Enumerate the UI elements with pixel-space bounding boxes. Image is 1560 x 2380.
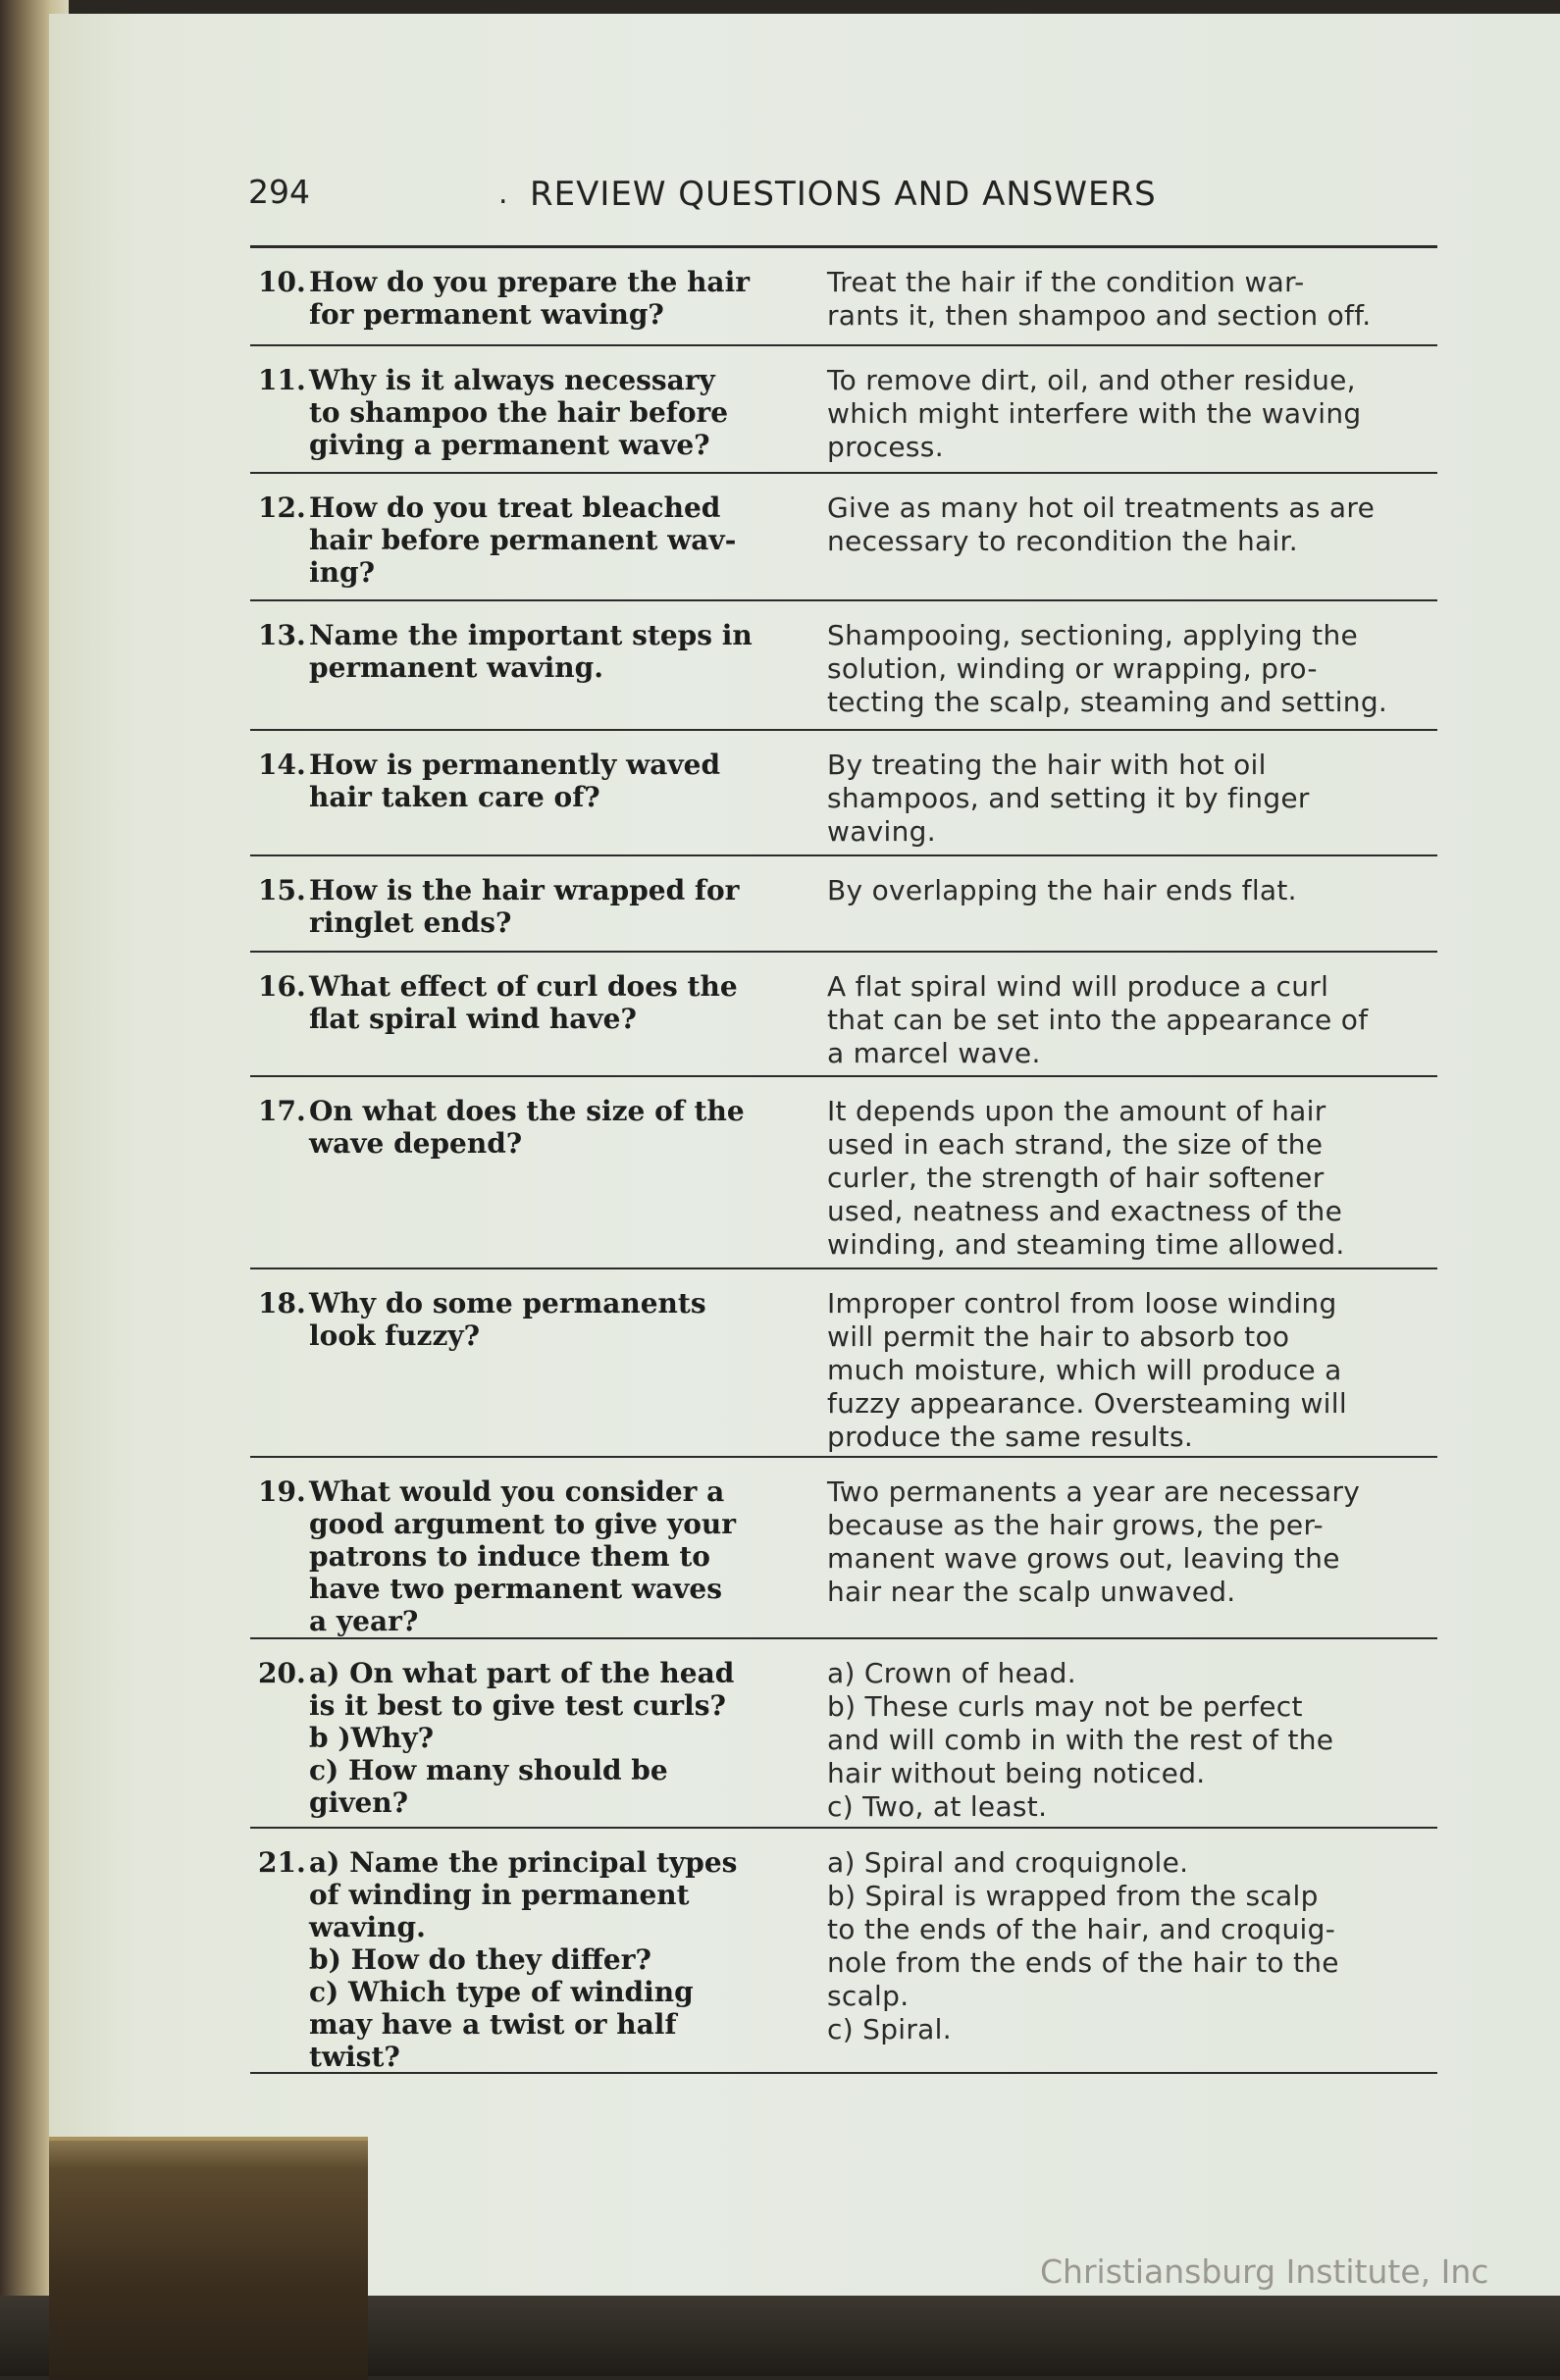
answer-line: By treating the hair with hot oil [827,749,1267,781]
answer-line: A flat spiral wind will produce a curl [827,970,1329,1003]
answer [809,1095,1437,1268]
answer-line: nole from the ends of the hair to the [827,1946,1339,1979]
answer [809,1287,1437,1456]
qa-row [250,346,1437,474]
answer-line: produce the same results. [827,1421,1194,1453]
question-line: What would you consider a [309,1475,725,1508]
answer-line: By overlapping the hair ends flat. [827,874,1297,906]
qa-row [250,856,1437,953]
question-text [309,266,809,344]
question-line: Why is it always necessary [309,364,715,396]
answer-line: rants it, then shampoo and section off. [827,299,1372,332]
question [250,1846,809,2072]
question-line: c) Which type of winding [309,1976,694,2008]
question-text [309,364,809,472]
qa-row [250,1639,1437,1829]
question-text [309,874,809,951]
answer [809,364,1437,472]
answer-line: Give as many hot oil treatments as are [827,492,1376,524]
question-line: look fuzzy? [309,1319,481,1352]
qa-row [250,1269,1437,1458]
qa-row [250,1077,1437,1269]
question-line: for permanent waving? [309,298,664,331]
qa-row [250,248,1437,346]
question-line: b) How do they differ? [309,1943,651,1976]
question-line: Why do some permanents [309,1287,706,1319]
answer-line: scalp. [827,1980,910,2012]
question-line: a) Name the principal types [309,1846,738,1879]
answer-line: c) Spiral. [827,2013,952,2045]
page-header [0,173,1560,222]
question-line: Name the important steps in [309,619,753,651]
question-line: wave depend? [309,1127,523,1160]
question [250,970,809,1075]
question-line: ing? [309,556,375,589]
answer-line: a marcel wave. [827,1037,1041,1069]
question-line: a year? [309,1605,419,1637]
qa-table [250,245,1437,2074]
question [250,1095,809,1268]
answer-line: process. [827,431,944,463]
running-head: REVIEW QUESTIONS AND ANSWERS [530,175,1157,214]
question-line: twist? [309,2041,400,2073]
question-text [309,970,809,1075]
question [250,1657,809,1827]
question-line: patrons to induce them to [309,1540,710,1573]
question-number: 12. [258,492,306,524]
question-number: 11. [258,364,306,396]
answer [809,749,1437,854]
question-line: have two permanent waves [309,1573,723,1605]
question-text [309,749,809,854]
question [250,619,809,729]
answer-line: used in each strand, the size of the [827,1128,1324,1161]
question-line: ringlet ends? [309,906,512,939]
qa-row [250,1458,1437,1639]
question-line: of winding in permanent [309,1879,690,1911]
answer-line: hair near the scalp unwaved. [827,1576,1236,1608]
answer-line: b) Spiral is wrapped from the scalp [827,1880,1319,1912]
question [250,749,809,854]
answer [809,874,1437,951]
question-line: hair before permanent wav- [309,524,737,556]
answer-line: much moisture, which will produce a [827,1354,1342,1386]
question-text [309,1657,809,1827]
answer [809,970,1437,1075]
question-text [309,1475,809,1637]
qa-row [250,1829,1437,2074]
question-line: c) How many should be [309,1754,668,1786]
question-line: to shampoo the hair before [309,396,729,429]
question-text [309,1846,809,2072]
answer-line: Improper control from loose winding [827,1287,1337,1319]
answer-line: that can be set into the appearance of [827,1004,1369,1036]
answer [809,1846,1437,2072]
qa-row [250,953,1437,1077]
question-number: 10. [258,266,306,298]
answer-line: waving. [827,815,936,848]
qa-row [250,601,1437,731]
answer-line: fuzzy appearance. Oversteaming will [827,1387,1347,1420]
question-text [309,1095,809,1268]
question-line: How do you prepare the hair [309,266,750,298]
answer-line: will permit the hair to absorb too [827,1320,1290,1353]
question-line: given? [309,1786,409,1819]
question-text [309,1287,809,1456]
answer [809,619,1437,729]
answer-line: Shampooing, sectioning, applying the [827,619,1359,651]
answer-line: because as the hair grows, the per- [827,1509,1324,1541]
question-line: waving. [309,1911,426,1943]
question-number: 13. [258,619,306,651]
question-number: 14. [258,749,306,781]
answer-line: to the ends of the hair, and croquig- [827,1913,1336,1945]
answer-line: which might interfere with the waving [827,397,1362,430]
question-line: On what does the size of the [309,1095,745,1127]
question [250,1287,809,1456]
question [250,874,809,951]
answer-line: It depends upon the amount of hair [827,1095,1326,1127]
answer-line: tecting the scalp, steaming and setting. [827,686,1388,718]
answer [809,1657,1437,1827]
question-line: a) On what part of the head [309,1657,735,1689]
question-line: flat spiral wind have? [309,1003,637,1035]
answer-line: b) These curls may not be perfect [827,1690,1303,1723]
answer-line: solution, winding or wrapping, pro- [827,652,1318,685]
qa-row [250,474,1437,601]
question [250,492,809,599]
question-number: 16. [258,970,306,1003]
question-number: 15. [258,874,306,906]
question-line: good argument to give your [309,1508,737,1540]
header-dot: . [498,177,508,211]
answer-line: manent wave grows out, leaving the [827,1542,1340,1575]
answer-line: To remove dirt, oil, and other residue, [827,364,1356,396]
question-line: is it best to give test curls? [309,1689,726,1722]
question-text [309,619,809,729]
question-line: permanent waving. [309,651,603,684]
question-text [309,492,809,599]
question [250,266,809,344]
page-number: 294 [248,173,310,211]
page-clip [49,2137,368,2380]
answer-line: shampoos, and setting it by finger [827,782,1310,814]
answer-line: necessary to recondition the hair. [827,525,1298,557]
answer-line: c) Two, at least. [827,1790,1048,1823]
answer [809,492,1437,599]
question-line: hair taken care of? [309,781,600,813]
answer-line: used, neatness and exactness of the [827,1195,1343,1227]
question-line: What effect of curl does the [309,970,738,1003]
answer-line: curler, the strength of hair softener [827,1162,1325,1194]
question-number: 18. [258,1287,306,1319]
watermark: Christiansburg Institute, Inc [1040,2252,1489,2291]
answer-line: Treat the hair if the condition war- [827,266,1305,298]
question-line: giving a permanent wave? [309,429,710,461]
question-number: 21. [258,1846,306,1879]
answer-line: winding, and steaming time allowed. [827,1228,1345,1261]
answer-line: hair without being noticed. [827,1757,1206,1789]
answer-line: a) Crown of head. [827,1657,1076,1689]
question-line: How is permanently waved [309,749,721,781]
question [250,364,809,472]
question-number: 19. [258,1475,306,1508]
question-line: b )Why? [309,1722,435,1754]
question-number: 17. [258,1095,306,1127]
question-number: 20. [258,1657,306,1689]
question-line: may have a twist or half [309,2008,677,2041]
answer [809,266,1437,344]
answer-line: Two permanents a year are necessary [827,1475,1361,1508]
qa-row [250,731,1437,856]
question [250,1475,809,1637]
question-line: How is the hair wrapped for [309,874,740,906]
answer-line: a) Spiral and croquignole. [827,1846,1189,1879]
answer-line: and will comb in with the rest of the [827,1724,1334,1756]
question-line: How do you treat bleached [309,492,721,524]
answer [809,1475,1437,1637]
